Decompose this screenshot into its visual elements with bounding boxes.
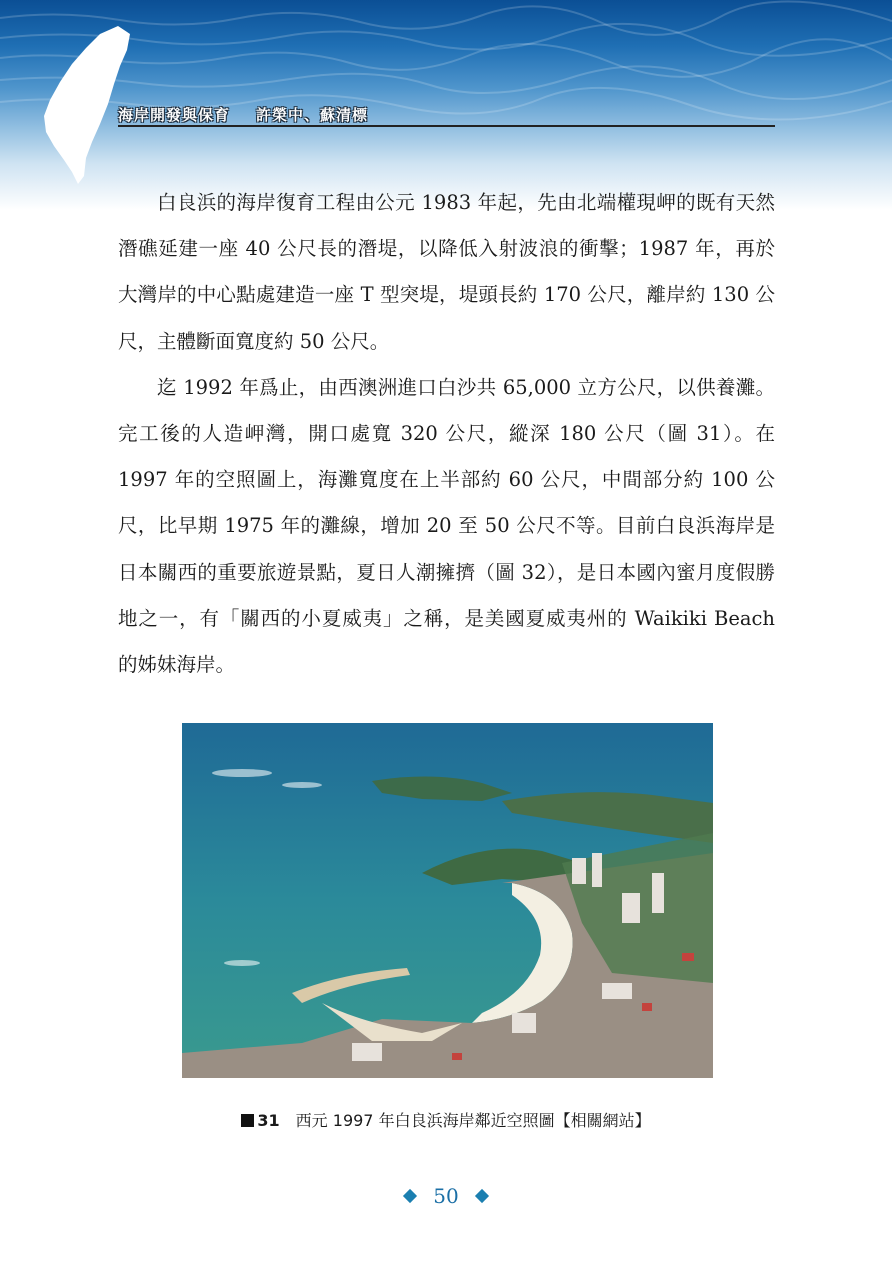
figure-caption-text: 西元 1997 年白良浜海岸鄰近空照圖【相關網站】 xyxy=(295,1111,651,1130)
figure-caption xyxy=(0,1108,892,1131)
figure-number: 31 xyxy=(257,1111,280,1130)
diamond-left-icon xyxy=(403,1189,417,1203)
aerial-photo xyxy=(182,723,713,1078)
running-header xyxy=(118,104,368,125)
paragraph-2: 迄 1992 年爲止，由西澳洲進口白沙共 65,000 立方公尺，以供養灘。完工後的人造岬灣，開口處寬 320 公尺，縱深 180 公尺（圖 31）。在 1997 年的空照圖上，海灘寬度在上半部約 60 公尺，中間部分約 100 公尺，比早期 1975 年的灘線，增加 20 至 50 公尺不等。目前白良浜海岸是日本關西的重要旅遊景點，夏日人潮擁擠（圖 32），是日本國內蜜月度假勝地之一，有「關西的小夏威夷」之稱，是美國夏威夷州的 Waikiki Beach 的姊妹海岸。 xyxy=(118,375,775,677)
paragraph-1: 白良浜的海岸復育工程由公元 1983 年起，先由北端權現岬的既有天然潛礁延建一座 40 公尺長的潛堤，以降低入射波浪的衝擊；1987 年，再於大灣岸的中心點處建造一座 T 型突堤，堤頭長約 170 公尺，離岸約 130 公尺，主體斷面寬度約 50 公尺。 xyxy=(118,191,775,353)
aerial-beach-image xyxy=(182,723,713,1078)
header-rule xyxy=(118,125,775,127)
page-footer xyxy=(0,1184,892,1208)
page-number: 50 xyxy=(433,1184,459,1208)
diamond-right-icon xyxy=(475,1189,489,1203)
figure-marker-icon xyxy=(241,1114,254,1127)
header-book-title: 海岸開發與保育 xyxy=(118,106,231,124)
ocean-banner xyxy=(0,0,892,210)
header-authors: 許榮中、蘇清標 xyxy=(256,106,369,124)
body-text xyxy=(118,180,775,688)
